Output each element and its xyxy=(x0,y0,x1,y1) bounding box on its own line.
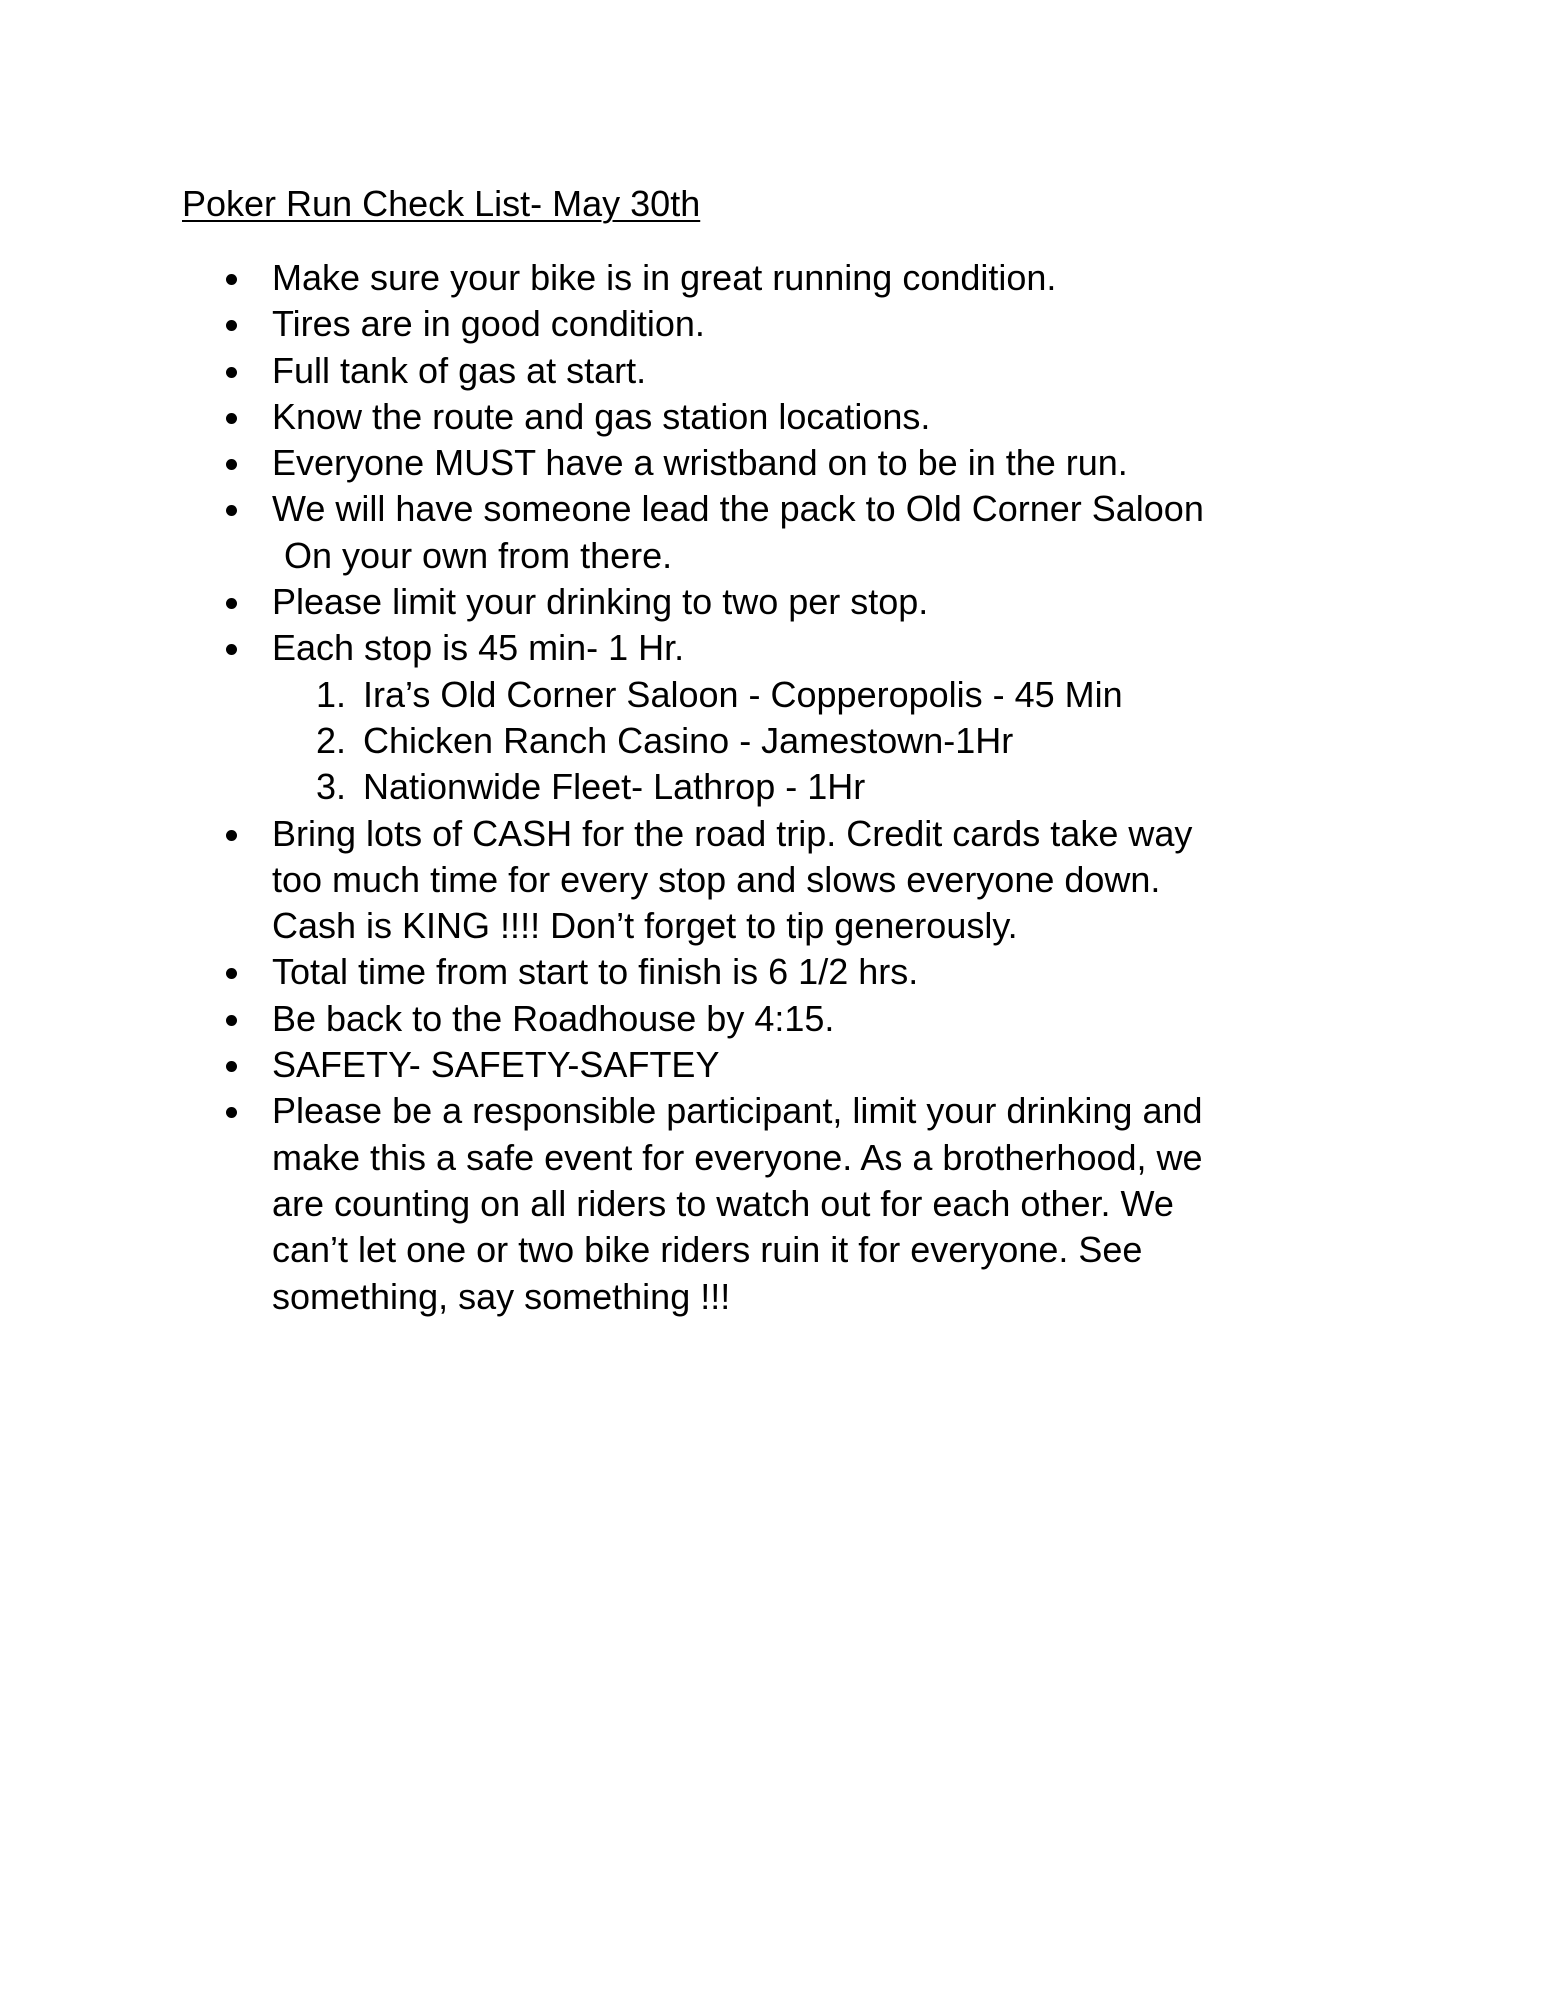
stop-text: Ira’s Old Corner Saloon - Copperopolis - 45 Min xyxy=(363,673,1123,715)
stop-text: Chicken Ranch Casino - Jamestown-1Hr xyxy=(363,719,1014,761)
bullet-icon xyxy=(226,830,237,841)
list-item-text: Bring lots of CASH for the road trip. Credit cards take way xyxy=(272,812,1193,854)
list-item xyxy=(272,625,1422,810)
list-item-text: Full tank of gas at start. xyxy=(272,349,647,391)
list-item-text: On your own from there. xyxy=(284,534,673,576)
list-item xyxy=(272,996,1422,1042)
list-item-text: Tires are in good condition. xyxy=(272,303,705,345)
list-item xyxy=(272,301,1422,347)
list-item-text: Please be a responsible participant, limit your drinking and xyxy=(272,1090,1203,1132)
bullet-icon xyxy=(226,968,237,979)
stop-item xyxy=(272,718,1422,764)
list-item-text: Everyone MUST have a wristband on to be in the run. xyxy=(272,442,1128,484)
list-item-text: can’t let one or two bike riders ruin it for everyone. See xyxy=(272,1229,1143,1271)
list-item xyxy=(272,394,1422,440)
list-item-text: Make sure your bike is in great running condition. xyxy=(272,257,1057,298)
list-item xyxy=(272,1088,1422,1319)
bullet-icon xyxy=(226,274,237,285)
list-item-text: We will have someone lead the pack to Old Corner Saloon xyxy=(272,488,1204,530)
stop-number: 3. xyxy=(316,766,347,808)
list-item xyxy=(272,440,1422,486)
list-item-text: something, say something !!! xyxy=(272,1275,731,1317)
checklist xyxy=(272,255,1422,1320)
list-item xyxy=(272,1042,1422,1088)
bullet-icon xyxy=(226,1015,237,1026)
bullet-icon xyxy=(226,1107,237,1118)
stop-text: Nationwide Fleet- Lathrop - 1Hr xyxy=(363,766,866,808)
bullet-icon xyxy=(226,367,237,378)
list-item xyxy=(272,486,1422,579)
stop-item xyxy=(272,764,1422,810)
list-item-text: Each stop is 45 min- 1 Hr. xyxy=(272,627,685,669)
list-item-text: Cash is KING !!!! Don’t forget to tip generously. xyxy=(272,905,1018,947)
list-item-text: Total time from start to finish is 6 1/2 hrs. xyxy=(272,951,919,993)
list-item xyxy=(272,811,1422,950)
list-item-text: Be back to the Roadhouse by 4:15. xyxy=(272,997,835,1039)
bullet-icon xyxy=(226,505,237,516)
bullet-icon xyxy=(226,320,237,331)
list-item-text: Please limit your drinking to two per stop. xyxy=(272,581,929,623)
list-item-text: too much time for every stop and slows everyone down. xyxy=(272,858,1161,900)
list-item-text: are counting on all riders to watch out for each other. We xyxy=(272,1182,1174,1224)
list-item xyxy=(272,255,1422,301)
stop-number: 2. xyxy=(316,719,347,761)
stop-item xyxy=(272,672,1422,718)
stop-number: 1. xyxy=(316,673,347,715)
list-item xyxy=(272,949,1422,995)
bullet-icon xyxy=(226,1061,237,1072)
bullet-icon xyxy=(226,413,237,424)
document-title: Poker Run Check List- May 30th xyxy=(182,183,701,224)
bullet-icon xyxy=(226,459,237,470)
stops-list xyxy=(272,672,1422,811)
bullet-icon xyxy=(226,644,237,655)
bullet-icon xyxy=(226,598,237,609)
list-item-text: make this a safe event for everyone. As a brotherhood, we xyxy=(272,1136,1203,1178)
list-item-text: Know the route and gas station locations. xyxy=(272,395,931,437)
list-item-text: SAFETY- SAFETY-SAFTEY xyxy=(272,1044,720,1086)
list-item xyxy=(272,348,1422,394)
list-item xyxy=(272,579,1422,625)
